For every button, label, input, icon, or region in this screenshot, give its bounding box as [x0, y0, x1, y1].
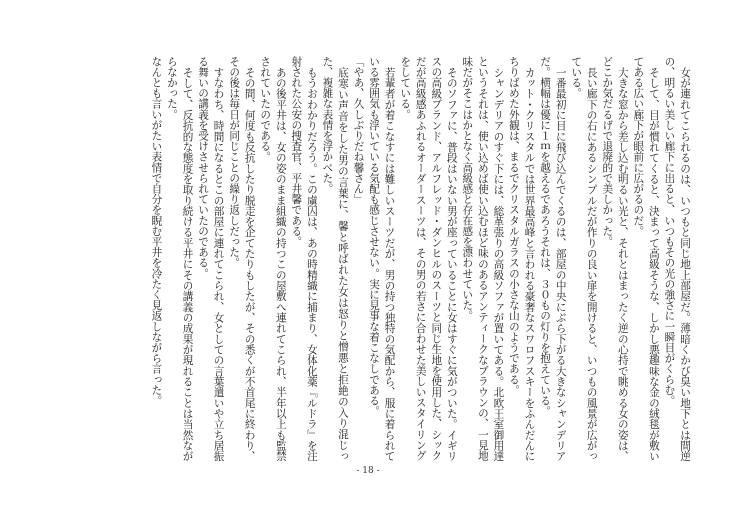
paragraph: 一番最初に目に飛び込んでくるのは、部屋の中央にぶら下がる大きなシャンデリアだ。横幅は優に１ｍを越えるであろうそれは、３０もの灯りを抱えている。 [539, 56, 567, 461]
paragraph: その間、何度も反抗したり脱走を企てたりもしたが、その悉くが不首尾に終わり、その後は毎日が同じことの繰り返しだった。 [228, 56, 256, 461]
body-text [32, 56, 692, 461]
paragraph: そのソファに、普段はいない男が座っていることに女はすぐに気がついた。イギリスの高級ブランド、アルフレッド・ダンヒルのスーツと同じ生地を使用した、シックだが高級感あふれるオーダースーツは、その男の若さに合わせた美しいスタイリングをしている。 [399, 56, 458, 461]
paragraph: もうおわかりだろう。この虜囚は、あの時精織に捕まり、女体化薬『ルドラ』を注射された公安の捜査官、平井馨である。 [290, 56, 318, 461]
paragraph: そして、反抗的な態度を取り続ける平井にその講義の成果が現れることは当然ながらなかった。 [165, 56, 194, 461]
paragraph: そして、目が慣れてくると、決まって高級そうな、しかし悪趣味な金の絨毯が敷いてある広い廊下が眼前に広がるのだ。 [632, 56, 660, 461]
paragraph: あの後平井は、女の姿のまま組織の持つこの屋敷へ連れてこられ、半年以上も監禁されていたのである。 [259, 56, 287, 461]
paragraph: 女が連れてこられるのは、いつもと同じ地上部屋だ。薄暗くかび臭い地下とは間逆の、明るい美しい廊下に出ると、いつもその光の強さに一瞬目がくらむ。 [663, 56, 691, 461]
paragraph: すなわち、時間になるとこの部屋に連れてこられ、女としての言葉遣いや立ち居振る舞いの講義を受けさせられていたのである。 [197, 56, 225, 461]
paragraph: 底寒い声音をした男の言葉に、馨と呼ばれた女は怒りと憎悪と拒絶の入り混じった、複雑な表情を浮かべた。 [321, 56, 349, 461]
paragraph: シャンデリアのすぐ下には、総革張りの高級ソファが置いてある。北欧王室御用達というそれは、使い込めば使い込むほど味のあるアンティークなブラウンの、一見地味だがそこはかとなく高級感と存在感を漂わせていた。 [461, 56, 505, 461]
paragraph: カット・クリスタルでは世界最高峰と言われる豪奢なスワロフスキーをふんだんにちりばめた外観は、まるでクリスタルガラスの小さな山のようである。 [507, 56, 536, 461]
dialogue-line: 「やあ、久しぶりだね馨さん」 [352, 56, 365, 205]
paragraph: 長い廊下の右にあるシンプルだが作りの良い扉を開けると、いつもの風景が広がっている。 [570, 56, 598, 461]
page-number: - 18 - [356, 466, 380, 476]
paragraph: なんとも言いがたい表情で自分を睨む平井を冷たく見返しながら言った。 [150, 56, 163, 406]
paragraph: 大きな窓から差し込む明るい光と、それとはまったく逆の心持で眺める女の姿は、どこか気だるげで退廃的で美しかった。 [601, 56, 629, 461]
paragraph: 若輩者が着こなすには難しいスーツだが、男の持つ独特の気配から、服に着られている雰囲気も浮いている気配も感じさせない。実に見事な着こなしである。 [368, 56, 396, 461]
